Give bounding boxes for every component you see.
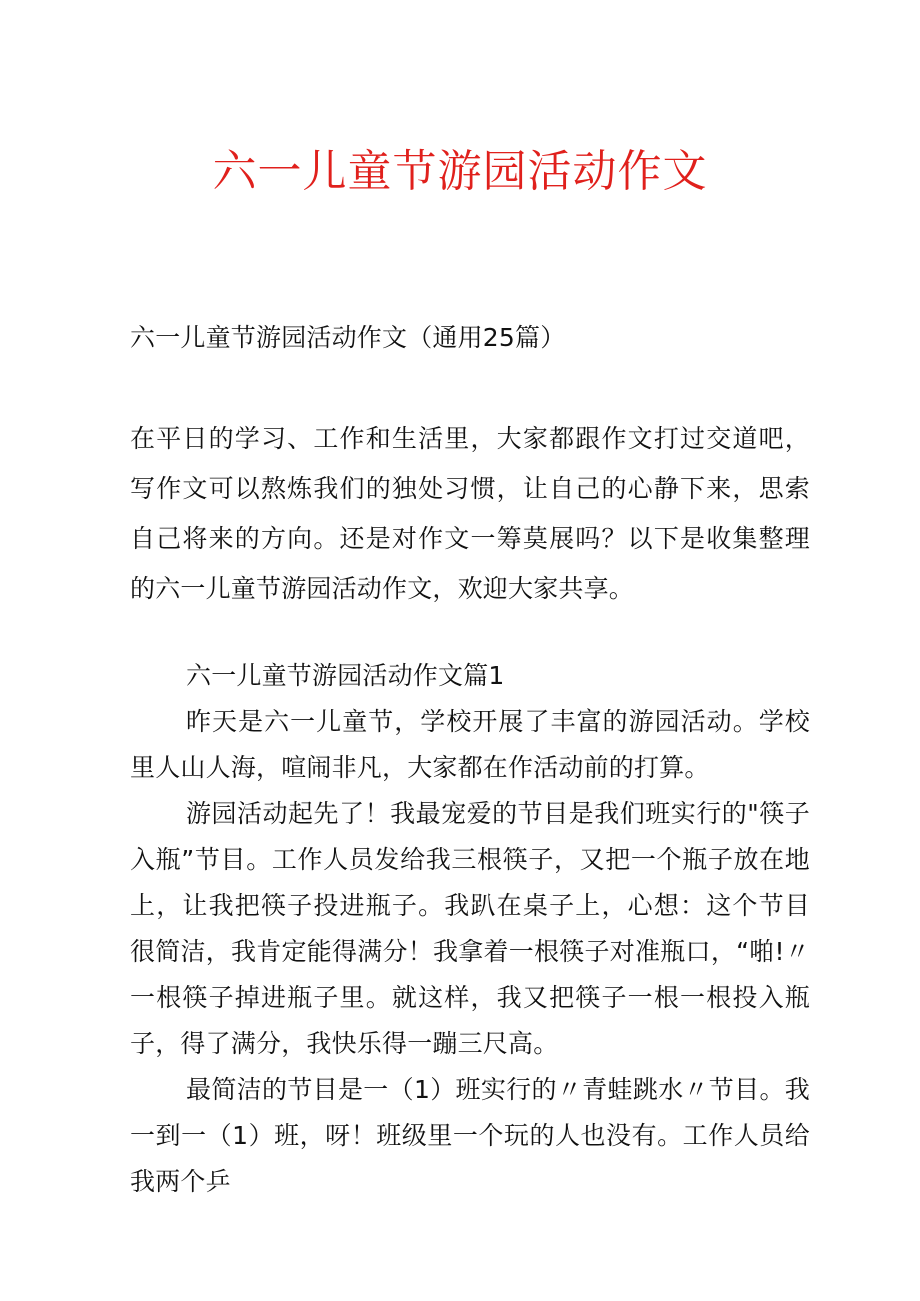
article-section	[130, 653, 810, 1205]
document-subtitle: 六一儿童节游园活动作文（通用25篇）	[130, 323, 566, 352]
document-title: 六一儿童节游园活动作文	[212, 146, 708, 197]
article-paragraph: 游园活动起先了！我最宠爱的节目是我们班实行的"筷子入瓶”节目。工作人员发给我三根筷子，又把一个瓶子放在地上，让我把筷子投进瓶子。我趴在桌子上，心想：这个节目很简洁，我肯定能得满分！我拿着一根筷子对准瓶口，“啪!〃一根筷子掉进瓶子里。就这样，我又把筷子一根一根投入瓶子，得了满分，我快乐得一蹦三尺高。	[130, 799, 810, 1058]
intro-paragraph: 在平日的学习、工作和生活里，大家都跟作文打过交道吧，写作文可以熬炼我们的独处习惯，让自己的心静下来，思索自己将来的方向。还是对作文一筹莫展吗？以下是收集整理的六一儿童节游园活动作文，欢迎大家共享。	[130, 424, 810, 603]
article-paragraph: 最简洁的节目是一（1）班实行的〃青蛙跳水〃节目。我一到一（1）班，呀！班级里一个玩的人也没有。工作人员给我两个乒	[130, 1075, 810, 1196]
article-paragraph: 昨天是六一儿童节，学校开展了丰富的游园活动。学校里人山人海，喧闹非凡，大家都在作活动前的打算。	[130, 707, 810, 782]
article-heading: 六一儿童节游园活动作文篇1	[186, 661, 505, 690]
